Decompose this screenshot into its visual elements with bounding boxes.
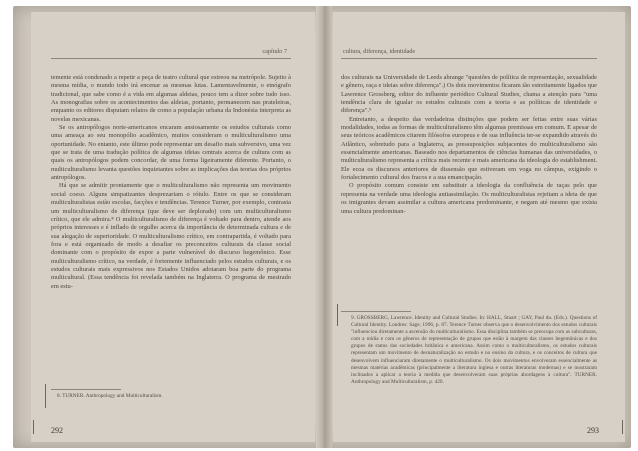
right-page xyxy=(333,12,625,442)
book-gutter xyxy=(316,6,332,448)
right-header-rule xyxy=(341,58,597,59)
left-running-head: capítulo 7 xyxy=(262,48,287,55)
right-body-text xyxy=(341,74,597,216)
left-body-text xyxy=(51,74,291,291)
left-paragraph-3: Há que se admitir prontamente que o multiculturalismo não representa um movimento social coeso. Alguns simpatizantes desprezariam o rótulo. Entre os que se consideram multiculturalistas estão escolas, facções e tendências. Terence Turner, por exemplo, contrasta um multiculturalismo de diferença (que deve ser deplorado) com um multiculturalismo crítico, que ele admira.⁸ O multiculturalismo de diferença é voltado para dentro, atende aos próprios interesses e é inflado de orgulho acerca da importância de determinada cultura e de sua alegação de superioridade. O multiculturalismo crítico, em contrapartida, é voltado para fora e está organizado de modo a desafiar os preconceitos culturais da classe social dominante com o propósito de expor a parte vulnerável do discurso hegemônico. Esse multiculturalismo crítico, na verdade, é fortemente influenciado pelos estudos culturais, e os estudos culturais mais expressivos nos Estados Unidos adotaram boa parte do programa multicultural. (Essa tendência foi revelada também na Inglaterra. O programa de mestrado em estu- xyxy=(51,182,291,290)
left-page-number: 292 xyxy=(51,426,63,435)
left-page xyxy=(31,12,315,442)
left-paragraph-1: temente está condenado a repetir a peça de teatro cultural que estreou na metrópole. Sujeito à mesma mídia, o mundo todo irá encenar as mesmas lutas. Lamentavelmente, o etnógrafo tradicional, que sabe como é a vida em algumas aldeias, pouco tem a dizer sobre tudo isso. As monografias sobre os acontecimentos das aldeias, portanto, permanecem nas prateleiras, enquanto os editores disputam relatos de como a população urbana da Indonésia interpreta as novelas mexicanas. xyxy=(51,74,291,123)
right-margin-mark xyxy=(337,304,338,326)
right-running-head: cultura, diferença, identidade xyxy=(343,48,416,55)
right-paragraph-3: O propósito comum consiste em substituir a ideologia da confluência de raças pelo que representa na verdade uma ideologia antiassimilação. Os multiculturalistas rejeitam a ideia de que os imigrantes devam assimilar a cultura americana predominante, e negam até mesmo que exista uma cultura predominan- xyxy=(341,182,597,215)
right-footnote: 9. GROSSBERG, Lawrence. Identity and Cultural Studies. In: HALL, Stuart ; GAY, Paul du. (Eds.). Questions of Cultural Identity. Londres: Sage, 1996, p. 87. Terence Turner observa que o desenvolvimento dos estudos culturais "influenciou diretamente a ascensão do multiculturalismo. Essa disciplina também se preocupa com as subculturas, com a mídia e com os gêneros de representação de grupos que estão à margem das classes hegemônicas e dos grupos de status das sociedades britânica e americana. Assim como o multiculturalismo, os estudos culturais representam um movimento de desnaturalização no estudo e no ensino da cultura, e os conceitos de cultura que desenvolvem influenciaram diretamente o multiculturalismo. Os dois movimentos envolveram essencialmente as mesmas matérias acadêmicas (principalmente a literatura inglesa e outras literaturas modernas) e se mostraram inclinados a aplicar a teoria à medida que desenvolveram suas próprias abordagens à cultura". TURNER. Anthropology and Multiculturalism, p. 420. xyxy=(351,315,597,385)
right-footnote-rule xyxy=(341,311,411,312)
left-header-rule xyxy=(51,58,291,59)
book-spread xyxy=(13,6,631,448)
left-paragraph-2: Se os antropólogos norte-americanos encaram ansiosamente os estudos culturais como uma ameaça ao seu monopólio acadêmico, muitos consideram o multiculturalismo uma oportunidade. No entanto, este último pode representar um desafio mais subversivo, uma vez que se trata de uma tradução política de algumas ideias centrais acerca de cultura com as quais os antropólogos podem concordar, de uma forma ligeiramente diferente. Portanto, o multiculturalismo levanta questões inquietantes sobre as implicações das teorias dos próprios antropólogos. xyxy=(51,124,291,182)
right-paragraph-1: dos culturais na Universidade de Leeds abrange "questões de política de representação, sexualidade e gênero, raça e ideias sobre diferença".) Os dois movimentos ficaram tão estreitamente ligados que Lawrence Grossberg, editor do influente periódico Cultural Studies, chama a atenção para "uma tendência clara de igualar os estudos culturais com a teoria e as políticas de identidade e diferença".⁹ xyxy=(341,74,597,115)
right-edge-mark xyxy=(622,420,623,434)
right-paragraph-2: Entretanto, a despeito das verdadeiras distinções que podem ser feitas entre suas várias modalidades, todas as formas de multiculturalismo têm algumas premissas em comum. E apesar de seus teóricos acadêmicos citarem filósofos europeus e de sua influência ter-se expandido através do Atlântico, sobretudo para a Inglaterra, as pressuposições subjacentes do multiculturalismo são essencialmente americanas. Baseado nos departamentos de ciências humanas das universidades, o multiculturalismo representa a crítica mais recente e mais americana da ideologia do establishment. Ele ecoa os discursos anteriores de dissensão que estiveram em voga no câmpus, exigindo o fortalecimento cultural dos fracos e a sua emancipação. xyxy=(341,115,597,182)
left-edge-mark xyxy=(33,420,34,434)
left-footnote: 8. TURNER. Anthropology and Multiculturalism. xyxy=(57,393,163,399)
right-page-number: 293 xyxy=(587,426,599,435)
left-footnote-rule xyxy=(51,389,121,390)
left-margin-mark xyxy=(45,384,46,408)
